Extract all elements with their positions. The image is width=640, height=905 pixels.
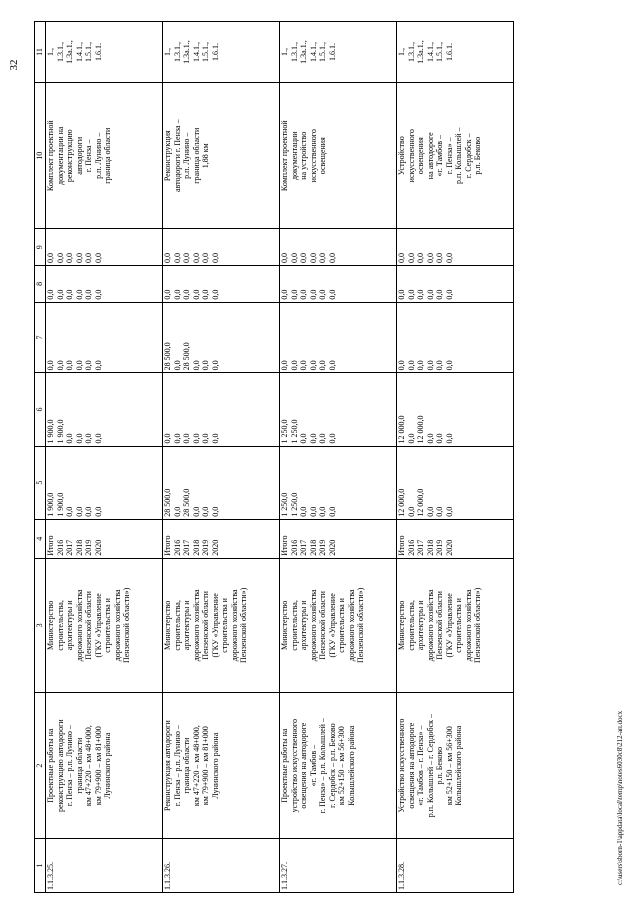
row-indicators-cell: 1., 1.3.1., 1.3а.1., 1.4.1., 1.5.1., 1.6.1.	[46, 22, 163, 83]
row-col5-cell-value: 0,0	[84, 506, 93, 517]
row-col8-cell-value: 0,0	[201, 289, 210, 300]
row-executor-cell: Министерство строительства, архитектуры и дорожного хозяйства Пензенской области (ГКУ «Управление строительства и дорожного хозяйства Пензенской области»)	[46, 558, 163, 692]
row-col6-cell-value: 12 000,0	[397, 415, 406, 444]
row-col5-cell-value: 1 900,0	[55, 492, 65, 517]
row-col8-cell-value: 0,0	[93, 289, 103, 300]
row-name-cell: Проектные работы на реконструкцию автодороги г. Пенза – р.п. Лунино – граница области км 47+220 – км 48+000, км 79+900 – км 81+000 Лунинского района	[46, 692, 163, 838]
row-result-cell: Реконструкция автодороги г. Пенза – р.п. Лунино – граница области 1,88 км	[163, 83, 280, 229]
row-col5-cell-value: 12 000,0	[416, 488, 425, 517]
row-col8-cell-value: 0,0	[74, 289, 84, 300]
row-col7-cell-value: 0,0	[93, 360, 103, 371]
header-cell: 2	[35, 692, 46, 838]
row-col5-cell-value: 1 250,0	[289, 492, 299, 517]
row-col8-cell-value: 0,0	[444, 289, 454, 300]
row-col6-cell-value: 0,0	[93, 433, 103, 444]
row-year-cell-value: 2018	[74, 539, 84, 556]
row-col8-cell-value: 0,0	[289, 289, 299, 300]
row-col5-cell-value: 0,0	[444, 506, 454, 517]
row-col9-cell-value: 0,0	[435, 253, 444, 264]
row-col6-cell-value: 0,0	[210, 433, 220, 444]
row-col7-cell	[397, 302, 514, 373]
row-col8-cell-value: 0,0	[299, 289, 308, 300]
row-col7-cell-value: 0,0	[74, 360, 84, 371]
row-year-cell	[163, 519, 280, 558]
row-col7-cell	[163, 302, 280, 373]
row-col6-cell	[280, 373, 397, 446]
row-col9-cell-value: 0,0	[280, 253, 289, 264]
row-col5-cell-value: 1 900,0	[46, 492, 55, 517]
row-year-cell-value: 2020	[444, 539, 454, 556]
row-col5-cell	[46, 446, 163, 519]
table-row	[163, 22, 280, 893]
row-col7-cell-value: 0,0	[46, 360, 55, 371]
row-col8-cell-value: 0,0	[163, 289, 172, 300]
page-number: 32	[8, 59, 20, 71]
row-year-cell-value: 2017	[299, 539, 308, 556]
row-year-cell-value: 2020	[210, 539, 220, 556]
row-col7-cell-value: 28 500,0	[163, 342, 172, 371]
row-col8-cell-value: 0,0	[46, 289, 55, 300]
header-cell: 11	[35, 22, 46, 83]
row-col7-cell-value: 0,0	[65, 360, 74, 371]
row-year-cell-value: 2020	[93, 539, 103, 556]
row-id-cell: 1.1.3.27.	[280, 839, 397, 893]
row-col9-cell-value: 0,0	[201, 253, 210, 264]
row-year-cell-value: 2016	[172, 539, 182, 556]
row-col6-cell-value: 1 900,0	[46, 419, 55, 444]
row-col6-cell-value: 0,0	[201, 433, 210, 444]
row-col9-cell-value: 0,0	[191, 253, 201, 264]
row-col7-cell-value: 0,0	[416, 360, 425, 371]
row-indicators-cell: 1., 1.3.1., 1.3а.1., 1.4.1., 1.5.1., 1.6.1.	[163, 22, 280, 83]
row-col5-cell-value: 0,0	[191, 506, 201, 517]
row-indicators-cell: 1., 1.3.1., 1.3а.1., 1.4.1., 1.5.1., 1.6.1.	[397, 22, 514, 83]
row-col5-cell	[280, 446, 397, 519]
row-year-cell-value: 2016	[406, 539, 416, 556]
row-col8-cell-value: 0,0	[84, 289, 93, 300]
row-col5-cell-value: 0,0	[327, 506, 337, 517]
row-id-cell: 1.1.3.25.	[46, 839, 163, 893]
table-row	[280, 22, 397, 893]
row-year-cell-value: 2019	[435, 539, 444, 556]
row-year-cell-value: Итого	[46, 535, 55, 556]
row-col8-cell-value: 0,0	[397, 289, 406, 300]
row-year-cell	[46, 519, 163, 558]
row-col6-cell-value: 0,0	[444, 433, 454, 444]
row-col9-cell-value: 0,0	[74, 253, 84, 264]
row-col5-cell-value: 1 250,0	[280, 492, 289, 517]
row-col7-cell-value: 0,0	[55, 360, 65, 371]
row-col5-cell-value: 0,0	[406, 506, 416, 517]
row-col9-cell-value: 0,0	[299, 253, 308, 264]
row-year-cell-value: Итого	[397, 535, 406, 556]
row-name-cell: Реконструкция автодороги г. Пенза – р.п. Лунино – граница области км 47+220 – км 48+000, км 79+900 – км 81+000 Лунинского района	[163, 692, 280, 838]
row-col9-cell-value: 0,0	[84, 253, 93, 264]
row-col5-cell-value: 0,0	[201, 506, 210, 517]
row-col8-cell-value: 0,0	[182, 289, 191, 300]
row-col6-cell-value: 0,0	[163, 433, 172, 444]
row-col6-cell-value: 0,0	[435, 433, 444, 444]
row-indicators-cell: 1., 1.3.1., 1.3а.1., 1.4.1., 1.5.1., 1.6.1.	[280, 22, 397, 83]
row-year-cell-value: Итого	[280, 535, 289, 556]
row-executor-cell: Министерство строительства, архитектуры и дорожного хозяйства Пензенской области (ГКУ «Управление строительства и дорожного хозяйства Пензенской области»)	[397, 558, 514, 692]
row-col6-cell-value: 0,0	[299, 433, 308, 444]
header-cell: 3	[35, 558, 46, 692]
row-col9-cell-value: 0,0	[55, 253, 65, 264]
row-col6-cell-value: 0,0	[191, 433, 201, 444]
row-col9-cell	[46, 229, 163, 266]
row-col7-cell-value: 0,0	[172, 360, 182, 371]
table-row	[46, 22, 163, 893]
row-col8-cell-value: 0,0	[327, 289, 337, 300]
row-col6-cell-value: 0,0	[84, 433, 93, 444]
row-col9-cell	[163, 229, 280, 266]
row-col5-cell-value: 0,0	[299, 506, 308, 517]
header-cell: 8	[35, 266, 46, 303]
row-col9-cell-value: 0,0	[425, 253, 435, 264]
row-year-cell-value: 2017	[65, 539, 74, 556]
row-col8-cell-value: 0,0	[210, 289, 220, 300]
table-header-row	[35, 22, 46, 893]
row-col5-cell-value: 0,0	[308, 506, 318, 517]
row-col8-cell-value: 0,0	[406, 289, 416, 300]
row-col7-cell-value: 0,0	[84, 360, 93, 371]
row-col6-cell-value: 0,0	[65, 433, 74, 444]
row-col6-cell-value: 1 250,0	[280, 419, 289, 444]
row-year-cell-value: 2019	[84, 539, 93, 556]
row-col9-cell-value: 0,0	[289, 253, 299, 264]
row-col6-cell-value: 0,0	[308, 433, 318, 444]
row-year-cell-value: 2018	[425, 539, 435, 556]
row-col5-cell-value: 0,0	[74, 506, 84, 517]
row-result-cell: Комплект проектной документации на устройство искусственного освещения	[280, 83, 397, 229]
row-col8-cell-value: 0,0	[172, 289, 182, 300]
row-col6-cell-value: 0,0	[327, 433, 337, 444]
row-year-cell-value: 2016	[55, 539, 65, 556]
row-col9-cell-value: 0,0	[327, 253, 337, 264]
row-col6-cell-value: 12 000,0	[416, 415, 425, 444]
header-cell: 6	[35, 373, 46, 446]
row-col7-cell-value: 0,0	[308, 360, 318, 371]
row-col5-cell-value: 0,0	[435, 506, 444, 517]
row-col8-cell-value: 0,0	[55, 289, 65, 300]
row-id-cell: 1.1.3.26.	[163, 839, 280, 893]
row-name-cell: Проектные работы на устройство искусственного освещения на автодороге «г. Тамбов – г. Пенза» – р.п. Колышлей – г. Сердобск – р.п. Беково км 52+150 – км 56+300 Колышлейского района	[280, 692, 397, 838]
header-cell: 10	[35, 83, 46, 229]
row-col5-cell	[163, 446, 280, 519]
row-col7-cell-value: 0,0	[210, 360, 220, 371]
row-col7-cell-value: 0,0	[425, 360, 435, 371]
row-col5-cell-value: 0,0	[172, 506, 182, 517]
row-col7-cell-value: 28 500,0	[182, 342, 191, 371]
program-table	[34, 21, 514, 893]
row-col6-cell	[46, 373, 163, 446]
row-col5-cell	[397, 446, 514, 519]
row-col5-cell-value: 28 500,0	[182, 488, 191, 517]
row-col9-cell-value: 0,0	[65, 253, 74, 264]
row-col9-cell-value: 0,0	[163, 253, 172, 264]
row-year-cell-value: 2020	[327, 539, 337, 556]
row-year-cell-value: 2018	[191, 539, 201, 556]
header-cell: 9	[35, 229, 46, 266]
row-year-cell-value: 2017	[416, 539, 425, 556]
row-col7-cell-value: 0,0	[280, 360, 289, 371]
row-col6-cell-value: 0,0	[172, 433, 182, 444]
row-col6-cell-value: 0,0	[406, 433, 416, 444]
row-col9-cell-value: 0,0	[172, 253, 182, 264]
row-year-cell-value: 2019	[318, 539, 327, 556]
row-col9-cell-value: 0,0	[182, 253, 191, 264]
row-col6-cell-value: 0,0	[318, 433, 327, 444]
row-col8-cell-value: 0,0	[280, 289, 289, 300]
row-col5-cell-value: 12 000,0	[397, 488, 406, 517]
row-col7-cell-value: 0,0	[318, 360, 327, 371]
row-col5-cell-value: 28 500,0	[163, 488, 172, 517]
table-row	[397, 22, 514, 893]
header-cell: 7	[35, 302, 46, 373]
row-col7-cell-value: 0,0	[406, 360, 416, 371]
row-col5-cell-value: 0,0	[318, 506, 327, 517]
row-col9-cell	[397, 229, 514, 266]
row-col8-cell-value: 0,0	[425, 289, 435, 300]
row-col5-cell-value: 0,0	[425, 506, 435, 517]
row-col8-cell	[163, 266, 280, 303]
row-col7-cell-value: 0,0	[397, 360, 406, 371]
row-year-cell-value: 2018	[308, 539, 318, 556]
row-result-cell: Комплект проектной документации на реконструкцию автодороги г. Пенза – р.п. Лунино – граница области	[46, 83, 163, 229]
row-col7-cell	[280, 302, 397, 373]
row-col5-cell-value: 0,0	[93, 506, 103, 517]
row-col9-cell-value: 0,0	[397, 253, 406, 264]
row-year-cell-value: Итого	[163, 535, 172, 556]
row-id-cell: 1.1.3.28.	[397, 839, 514, 893]
row-col8-cell	[280, 266, 397, 303]
row-col9-cell-value: 0,0	[406, 253, 416, 264]
row-col7-cell-value: 0,0	[299, 360, 308, 371]
row-col7-cell-value: 0,0	[327, 360, 337, 371]
row-year-cell-value: 2016	[289, 539, 299, 556]
row-col9-cell-value: 0,0	[308, 253, 318, 264]
row-executor-cell: Министерство строительства, архитектуры и дорожного хозяйства Пензенской области (ГКУ «Управление строительства и дорожного хозяйства Пензенской области»)	[163, 558, 280, 692]
header-cell: 4	[35, 519, 46, 558]
row-result-cell: Устройство искусственного освещения на автодороге «г. Тамбов – г. Пенза» – р.п. Колышлей – г. Сердобск – р.п. Беково	[397, 83, 514, 229]
row-col6-cell	[397, 373, 514, 446]
row-col9-cell-value: 0,0	[416, 253, 425, 264]
row-col8-cell-value: 0,0	[318, 289, 327, 300]
row-col8-cell-value: 0,0	[65, 289, 74, 300]
row-col5-cell-value: 0,0	[65, 506, 74, 517]
row-col8-cell	[46, 266, 163, 303]
row-col6-cell-value: 1 900,0	[55, 419, 65, 444]
row-col9-cell	[280, 229, 397, 266]
row-col8-cell-value: 0,0	[416, 289, 425, 300]
row-col9-cell-value: 0,0	[444, 253, 454, 264]
row-year-cell-value: 2017	[182, 539, 191, 556]
row-col9-cell-value: 0,0	[318, 253, 327, 264]
header-cell: 1	[35, 839, 46, 893]
row-year-cell-value: 2019	[201, 539, 210, 556]
row-year-cell	[280, 519, 397, 558]
row-col7-cell-value: 0,0	[444, 360, 454, 371]
row-col7-cell	[46, 302, 163, 373]
row-col9-cell-value: 0,0	[93, 253, 103, 264]
row-name-cell: Устройство искусственного освещения на автодороге «г. Тамбов – г. Пенза» – р.п. Колышлей – г. Сердобск – р.п. Беково км 52+150 – км 56+300 Колышлейского района	[397, 692, 514, 838]
row-col8-cell-value: 0,0	[435, 289, 444, 300]
header-cell: 5	[35, 446, 46, 519]
row-col6-cell-value: 0,0	[182, 433, 191, 444]
row-col8-cell	[397, 266, 514, 303]
row-col9-cell-value: 0,0	[46, 253, 55, 264]
row-col6-cell-value: 0,0	[74, 433, 84, 444]
row-col7-cell-value: 0,0	[191, 360, 201, 371]
row-col5-cell-value: 0,0	[210, 506, 220, 517]
row-col7-cell-value: 0,0	[289, 360, 299, 371]
row-col8-cell-value: 0,0	[308, 289, 318, 300]
row-col8-cell-value: 0,0	[191, 289, 201, 300]
footer-file-path: c:\users\sborn-1\appdata\local\temp\notes6030c8\212-ап.docx	[616, 710, 624, 885]
row-col6-cell-value: 0,0	[425, 433, 435, 444]
row-col7-cell-value: 0,0	[435, 360, 444, 371]
row-executor-cell: Министерство строительства, архитектуры и дорожного хозяйства Пензенской области (ГКУ «Управление строительства и дорожного хозяйства Пензенской области»)	[280, 558, 397, 692]
row-col7-cell-value: 0,0	[201, 360, 210, 371]
row-col6-cell-value: 1 250,0	[289, 419, 299, 444]
row-year-cell	[397, 519, 514, 558]
row-col6-cell	[163, 373, 280, 446]
row-col9-cell-value: 0,0	[210, 253, 220, 264]
